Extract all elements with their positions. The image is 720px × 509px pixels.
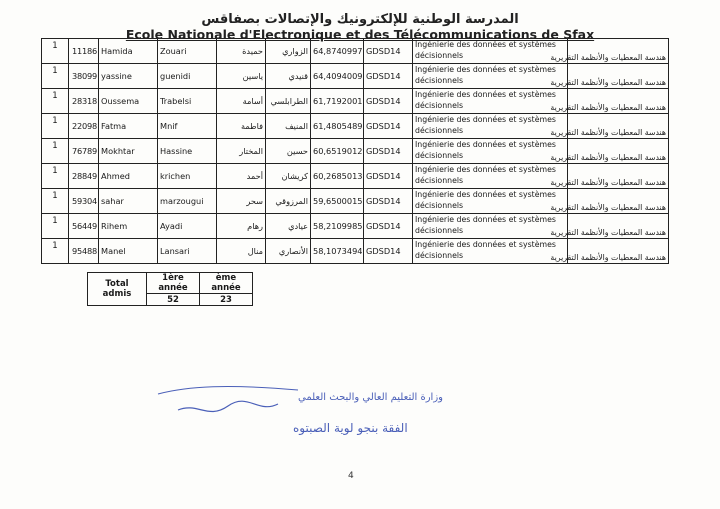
rank-cell: 1 <box>42 239 69 264</box>
page-number: 4 <box>348 471 354 481</box>
specialty-cell: Ingénierie des données et systèmes décisionnels <box>413 214 568 239</box>
first-name-cell: Mokhtar <box>99 139 158 164</box>
id-cell: 22098 <box>69 114 99 139</box>
first-name-arabic-cell: رهام <box>217 214 266 239</box>
first-name-arabic-cell: منال <box>217 239 266 264</box>
table-row <box>42 189 669 214</box>
specialty-cell: Ingénierie des données et systèmes décisionnels <box>413 239 568 264</box>
last-name-cell: krichen <box>158 164 217 189</box>
program-code-cell: GDSD14 <box>364 214 413 239</box>
last-name-cell: Ayadi <box>158 214 217 239</box>
total-admis-label: Total admis <box>88 273 147 306</box>
specialty-cell: Ingénierie des données et systèmes décisionnels <box>413 139 568 164</box>
second-year-total: 23 <box>200 294 253 306</box>
admitted-students-table <box>41 38 669 264</box>
school-title-french: Ecole Nationale d'Electronique et des Télécommunications de Sfax <box>125 27 595 42</box>
program-code-cell: GDSD14 <box>364 64 413 89</box>
field-arabic-cell: هندسة المعطيات والأنظمة التقريرية <box>568 89 669 114</box>
score-cell: 58,1073494 <box>311 239 364 264</box>
first-name-cell: Fatma <box>99 114 158 139</box>
first-name-arabic-cell: حميدة <box>217 39 266 64</box>
id-cell: 76789 <box>69 139 99 164</box>
first-year-total: 52 <box>147 294 200 306</box>
program-code-cell: GDSD14 <box>364 239 413 264</box>
program-code-cell: GDSD14 <box>364 89 413 114</box>
score-cell: 58,2109985 <box>311 214 364 239</box>
rank-cell: 1 <box>42 164 69 189</box>
first-name-cell: sahar <box>99 189 158 214</box>
id-cell: 28849 <box>69 164 99 189</box>
table-row <box>42 89 669 114</box>
specialty-cell: Ingénierie des données et systèmes décisionnels <box>413 164 568 189</box>
first-name-arabic-cell: سحر <box>217 189 266 214</box>
first-name-cell: yassine <box>99 64 158 89</box>
rank-cell: 1 <box>42 114 69 139</box>
table-row <box>42 39 669 64</box>
first-name-arabic-cell: فاطمة <box>217 114 266 139</box>
id-cell: 56449 <box>69 214 99 239</box>
first-name-arabic-cell: المختار <box>217 139 266 164</box>
specialty-cell: Ingénierie des données et systèmes décisionnels <box>413 89 568 114</box>
score-cell: 64,4094009 <box>311 64 364 89</box>
rank-cell: 1 <box>42 39 69 64</box>
table-row <box>42 64 669 89</box>
id-cell: 59304 <box>69 189 99 214</box>
second-year-header: ème année <box>200 273 253 294</box>
last-name-arabic-cell: المرزوقي <box>266 189 311 214</box>
field-arabic-cell: هندسة المعطيات والأنظمة التقريرية <box>568 64 669 89</box>
rank-cell: 1 <box>42 189 69 214</box>
specialty-cell: Ingénierie des données et systèmes décisionnels <box>413 189 568 214</box>
program-code-cell: GDSD14 <box>364 39 413 64</box>
field-arabic-cell: هندسة المعطيات والأنظمة التقريرية <box>568 164 669 189</box>
table-row <box>42 239 669 264</box>
stamp-line1: وزارة التعليم العالي والبحث العلمي <box>298 392 443 403</box>
last-name-cell: marzougui <box>158 189 217 214</box>
field-arabic-cell: هندسة المعطيات والأنظمة التقريرية <box>568 139 669 164</box>
official-signature-stamp <box>148 380 443 442</box>
id-cell: 38099 <box>69 64 99 89</box>
program-code-cell: GDSD14 <box>364 189 413 214</box>
score-cell: 61,4805489 <box>311 114 364 139</box>
score-cell: 59,6500015 <box>311 189 364 214</box>
first-name-cell: Manel <box>99 239 158 264</box>
table-row <box>42 139 669 164</box>
last-name-cell: Mnif <box>158 114 217 139</box>
table-row <box>42 114 669 139</box>
specialty-cell: Ingénierie des données et systèmes décisionnels <box>413 39 568 64</box>
first-name-cell: Ahmed <box>99 164 158 189</box>
id-cell: 28318 <box>69 89 99 114</box>
last-name-cell: Trabelsi <box>158 89 217 114</box>
id-cell: 11186 <box>69 39 99 64</box>
last-name-cell: Hassine <box>158 139 217 164</box>
field-arabic-cell: هندسة المعطيات والأنظمة التقريرية <box>568 189 669 214</box>
last-name-cell: Zouari <box>158 39 217 64</box>
specialty-cell: Ingénierie des données et systèmes décisionnels <box>413 64 568 89</box>
score-cell: 64,8740997 <box>311 39 364 64</box>
last-name-cell: guenidi <box>158 64 217 89</box>
first-name-arabic-cell: ياسين <box>217 64 266 89</box>
rank-cell: 1 <box>42 89 69 114</box>
score-cell: 61,7192001 <box>311 89 364 114</box>
first-name-cell: Rihem <box>99 214 158 239</box>
table-row <box>42 164 669 189</box>
rank-cell: 1 <box>42 64 69 89</box>
field-arabic-cell: هندسة المعطيات والأنظمة التقريرية <box>568 39 669 64</box>
last-name-cell: Lansari <box>158 239 217 264</box>
last-name-arabic-cell: عيادي <box>266 214 311 239</box>
last-name-arabic-cell: الأنصاري <box>266 239 311 264</box>
specialty-cell: Ingénierie des données et systèmes décisionnels <box>413 114 568 139</box>
first-name-cell: Oussema <box>99 89 158 114</box>
totals-table <box>87 272 253 306</box>
table-row <box>42 214 669 239</box>
field-arabic-cell: هندسة المعطيات والأنظمة التقريرية <box>568 114 669 139</box>
last-name-arabic-cell: الزواري <box>266 39 311 64</box>
school-title-arabic: المدرسة الوطنية للإلكترونيك والإتصالات بصفاقس <box>201 12 519 27</box>
first-name-cell: Hamida <box>99 39 158 64</box>
program-code-cell: GDSD14 <box>364 114 413 139</box>
last-name-arabic-cell: قنيدي <box>266 64 311 89</box>
last-name-arabic-cell: المنيف <box>266 114 311 139</box>
last-name-arabic-cell: حسين <box>266 139 311 164</box>
score-cell: 60,2685013 <box>311 164 364 189</box>
stamp-line2: الفقة بنجو لوية الصبتوه <box>293 421 408 435</box>
first-year-header: 1ère année <box>147 273 200 294</box>
score-cell: 60,6519012 <box>311 139 364 164</box>
last-name-arabic-cell: كريشان <box>266 164 311 189</box>
program-code-cell: GDSD14 <box>364 139 413 164</box>
field-arabic-cell: هندسة المعطيات والأنظمة التقريرية <box>568 239 669 264</box>
field-arabic-cell: هندسة المعطيات والأنظمة التقريرية <box>568 214 669 239</box>
rank-cell: 1 <box>42 214 69 239</box>
first-name-arabic-cell: أسامة <box>217 89 266 114</box>
program-code-cell: GDSD14 <box>364 164 413 189</box>
first-name-arabic-cell: أحمد <box>217 164 266 189</box>
rank-cell: 1 <box>42 139 69 164</box>
last-name-arabic-cell: الطرابلسي <box>266 89 311 114</box>
id-cell: 95488 <box>69 239 99 264</box>
